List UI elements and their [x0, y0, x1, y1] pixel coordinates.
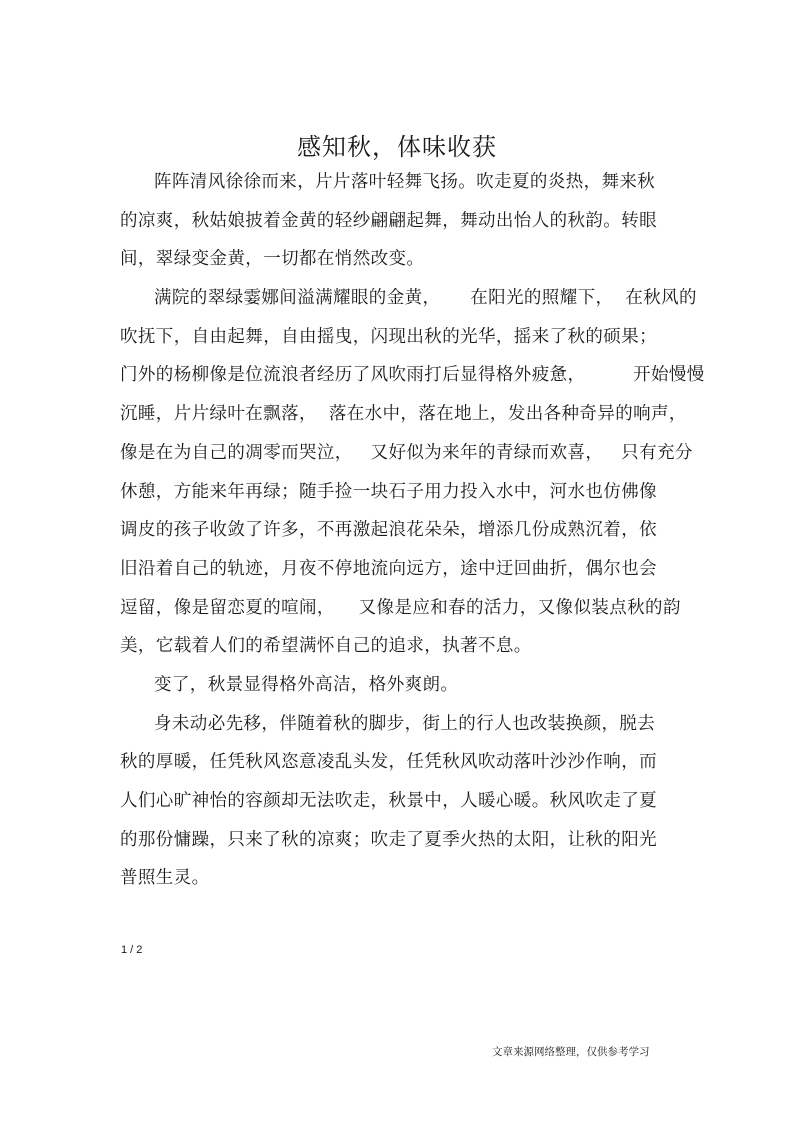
- text-line: 秋的厚暖，任凭秋风恣意凌乱头发，任凭秋风吹动落叶沙沙作响，而: [120, 752, 657, 773]
- text-line: 沉睡，片片绿叶在飘落， 落在水中，落在地上，发出各种奇异的响声，: [120, 404, 687, 425]
- text-line: 阵阵清风徐徐而来，片片落叶轻舞飞扬。吹走夏的炎热，舞来秋: [154, 172, 656, 192]
- text-line: 调皮的孩子收敛了许多，不再激起浪花朵朵，增添几份成熟沉着，依: [120, 520, 657, 541]
- text-line: 普照生灵。: [120, 868, 210, 889]
- text-line: 身未动必先移，伴随着秋的脚步，街上的行人也改装换颜，脱去: [154, 713, 656, 734]
- page-number: 1 / 2: [121, 944, 143, 956]
- source-note: 文章来源网络整理，仅供参考学习: [492, 1046, 650, 1058]
- text-line: 的那份慵躁，只来了秋的凉爽；吹走了夏季火热的太阳，让秋的阳光: [120, 829, 657, 850]
- text-line: 吹抚下，自由起舞，自由摇曳，闪现出秋的光华，摇来了秋的硕果；: [120, 326, 657, 347]
- text-line: 美，它载着人们的希望满怀自己的追求，执著不息。: [120, 636, 532, 657]
- text-line: 门外的杨柳像是位流浪者经历了风吹雨打后显得格外疲惫， 开始慢慢: [120, 365, 705, 386]
- page-title: 感知秋，体味收获: [297, 133, 497, 161]
- text-line: 逗留，像是留恋夏的喧闹， 又像是应和春的活力，又像似装点秋的韵: [120, 597, 681, 618]
- text-line: 变了，秋景显得格外高洁，格外爽朗。: [154, 674, 459, 695]
- text-line: 人们心旷神怡的容颜却无法吹走，秋景中，人暖心暖。秋风吹走了夏: [120, 791, 657, 811]
- essay-body: [120, 163, 705, 898]
- text-line: 的凉爽，秋姑娘披着金黄的轻纱翩翩起舞，舞动出怡人的秋韵。转眼: [120, 210, 657, 231]
- text-line: 满院的翠绿霎娜间溢满耀眼的金黄， 在阳光的照耀下， 在秋风的: [154, 288, 697, 309]
- text-line: 像是在为自己的凋零而哭泣， 又好似为来年的青绿而欢喜， 只有充分: [120, 442, 693, 463]
- text-line: 休憩，方能来年再绿；随手捡一块石子用力投入水中，河水也仿佛像: [120, 481, 657, 502]
- text-line: 旧沿着自己的轨迹，月夜不停地流向远方，途中迂回曲折，偶尔也会: [120, 558, 657, 579]
- text-line: 间，翠绿变金黄，一切都在悄然改变。: [120, 249, 425, 270]
